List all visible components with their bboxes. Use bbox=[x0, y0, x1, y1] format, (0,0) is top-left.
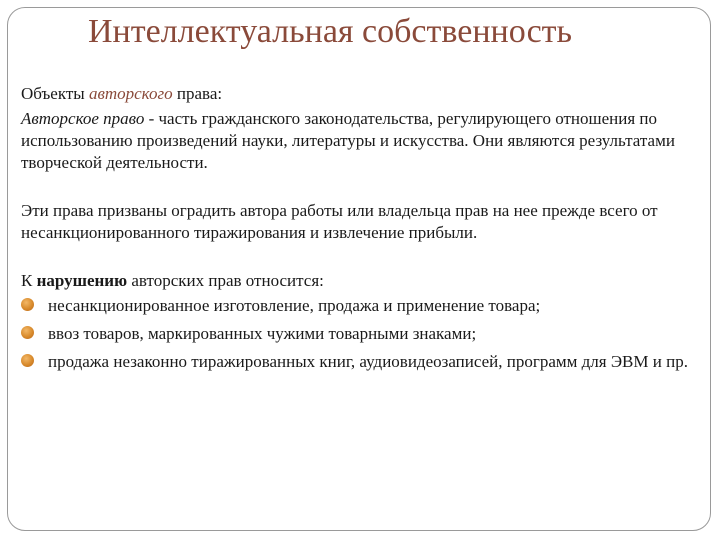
violations-suffix: авторских прав относится: bbox=[127, 271, 324, 290]
slide-content bbox=[21, 83, 711, 379]
list-item-text: ввоз товаров, маркированных чужими товарными знаками; bbox=[48, 324, 477, 343]
definition-term: Авторское право bbox=[21, 109, 145, 128]
violations-list bbox=[21, 295, 711, 373]
bullet-icon bbox=[21, 326, 34, 339]
violations-heading bbox=[21, 270, 711, 292]
objects-suffix: права: bbox=[172, 84, 223, 103]
spacer bbox=[21, 244, 711, 270]
violations-bold: нарушению bbox=[36, 271, 128, 290]
slide-frame bbox=[7, 7, 711, 531]
objects-highlight: авторского bbox=[88, 84, 173, 103]
protection-paragraph: Эти права призваны оградить автора работы или владельца прав на нее прежде всего от несанкционированного тиражирования и извлечение прибыли. bbox=[21, 201, 658, 242]
objects-line bbox=[21, 83, 711, 105]
objects-prefix: Объекты bbox=[21, 84, 89, 103]
list-item bbox=[21, 351, 711, 373]
bullet-icon bbox=[21, 298, 34, 311]
list-item-text: продажа незаконно тиражированных книг, аудиовидеозаписей, программ для ЭВМ и пр. bbox=[48, 352, 688, 371]
spacer bbox=[21, 174, 711, 200]
list-item-text: несанкционированное изготовление, продажа и применение товара; bbox=[48, 296, 541, 315]
definition-text: - часть гражданского законодательства, регулирующего отношения по использованию произведений науки, литературы и искусства. Они являются результатами творческой деятельности. bbox=[21, 109, 675, 172]
list-item bbox=[21, 323, 711, 345]
slide-title: Интеллектуальная собственность bbox=[88, 13, 573, 50]
bullet-icon bbox=[21, 354, 34, 367]
definition-paragraph bbox=[21, 108, 711, 174]
list-item bbox=[21, 295, 711, 317]
violations-prefix: К bbox=[21, 271, 37, 290]
